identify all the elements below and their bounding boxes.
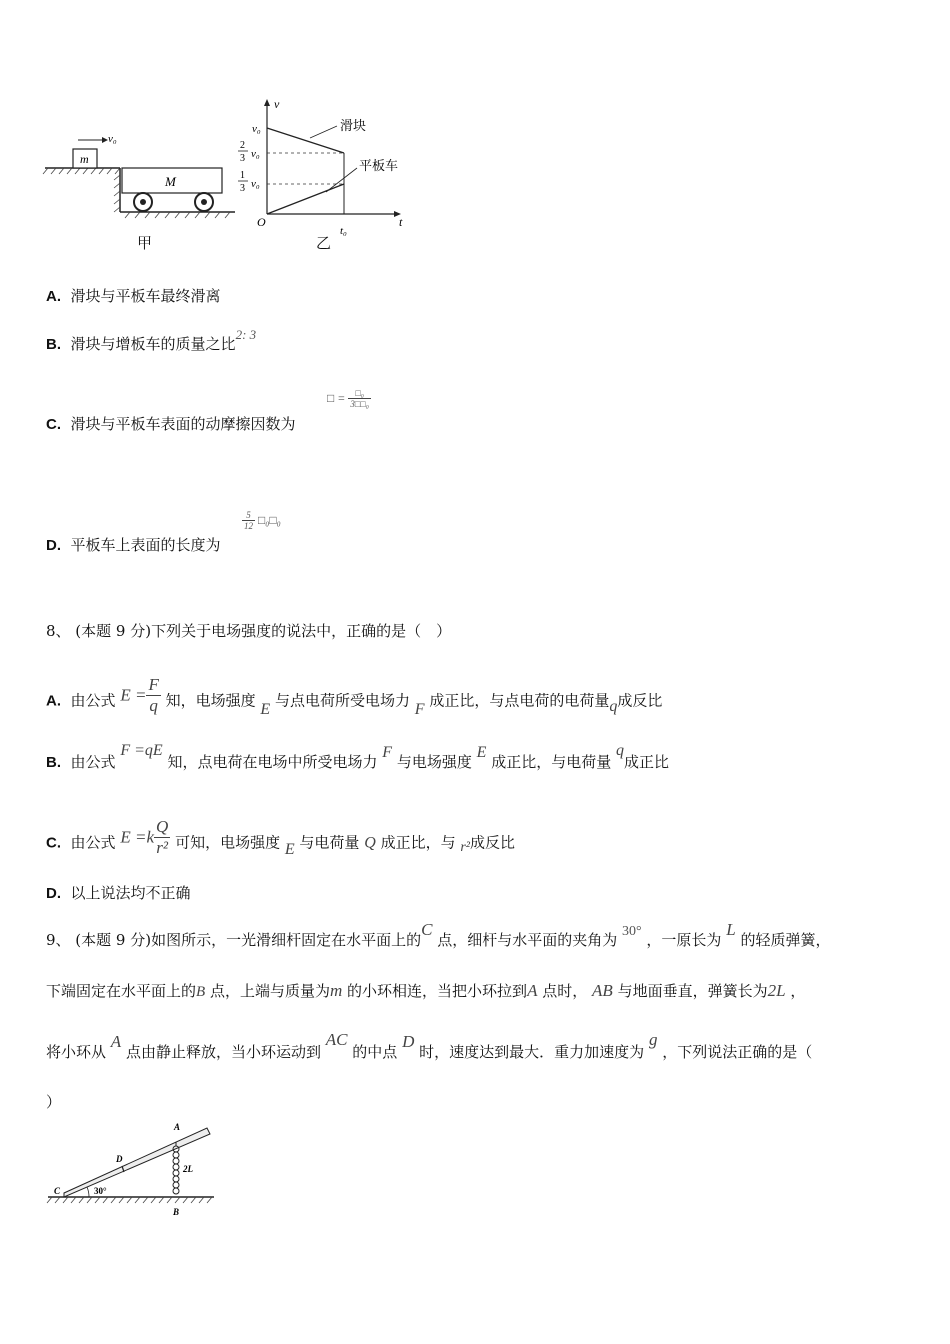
formula — [120, 817, 170, 858]
text-part: ） — [46, 1093, 62, 1111]
q7-option-c — [46, 414, 296, 435]
text-part: 可知，电场强度 — [175, 833, 281, 852]
text-part: 时，速度达到最大．重力加速度为 — [419, 1043, 645, 1061]
q8-option-c — [46, 817, 516, 864]
var: F — [414, 700, 425, 718]
option-text: 滑块与平板车表面的动摩擦因数为 — [70, 415, 296, 433]
text-part: 成反比 — [470, 833, 516, 852]
angle-label: 30° — [94, 1186, 107, 1196]
formula-den: 3□□₀ — [350, 399, 369, 409]
cart-label: M — [165, 174, 176, 189]
text-part: 与地面垂直，弹簧长为 — [617, 982, 768, 1000]
text-part: 点时， — [542, 982, 588, 1000]
point-D: D — [116, 1154, 123, 1164]
var: E — [260, 700, 271, 718]
var: q — [615, 742, 624, 759]
slider-line — [267, 128, 344, 153]
formula-num: 5 — [242, 510, 255, 521]
option-letter: A. — [46, 288, 61, 305]
text-part: 成正比，与 — [380, 833, 456, 852]
q7-option-c-formula — [327, 388, 371, 409]
text-part: 由公式 — [70, 833, 116, 852]
option-letter: D. — [46, 537, 61, 554]
text-part: 的小环相连，当把小环拉到 — [347, 982, 528, 1000]
text-part: ，下列说法正确的是（ — [662, 1043, 813, 1061]
option-text: 滑块与平板车最终滑离 — [70, 287, 221, 305]
formula-lhs: E =k — [120, 827, 154, 847]
var: g — [648, 1030, 658, 1049]
origin-label: O — [257, 215, 266, 229]
cart-figure — [40, 120, 240, 250]
option-text: 以上说法均不正确 — [70, 884, 191, 902]
text-part: 与电场强度 — [396, 753, 472, 771]
option-letter: D. — [46, 885, 61, 902]
two-thirds-num: 2 — [240, 140, 245, 151]
slider-label: 滑块 — [340, 119, 367, 134]
q7-option-d — [46, 535, 221, 556]
text-part: 的轻质弹簧， — [740, 931, 831, 949]
one-third-num: 1 — [240, 170, 245, 181]
text-part: 成正比，与电荷量 — [491, 753, 612, 771]
rod-spring-figure — [44, 1118, 219, 1218]
q7-option-d-formula — [242, 510, 281, 531]
text-part: 由公式 — [70, 753, 116, 771]
one-third-den: 3 — [240, 183, 245, 194]
option-letter: A. — [46, 692, 61, 710]
text-part: 将小环从 — [46, 1043, 107, 1061]
axis-v-label: v — [274, 97, 280, 111]
text-part: 知，点电荷在电场中所受电场力 — [167, 753, 378, 771]
text-part: 下端固定在水平面上的 — [46, 982, 197, 1000]
q8-option-a — [46, 675, 663, 722]
q7-option-b — [46, 327, 257, 355]
option-formula: 2: 3 — [235, 327, 257, 342]
var: L — [726, 920, 736, 939]
var: E — [284, 840, 295, 858]
q9-line-2 — [46, 981, 805, 1002]
q9-line-1 — [46, 920, 831, 952]
q9-line-3 — [46, 1030, 813, 1062]
point-B: B — [173, 1207, 180, 1217]
formula-num: F — [148, 675, 159, 694]
formula-lhs: E = — [120, 685, 147, 705]
q8-header — [46, 621, 451, 641]
option-letter: C. — [46, 416, 61, 433]
q9-line-4 — [46, 1092, 61, 1112]
text-part: 的中点 — [352, 1043, 398, 1061]
question-text: 8、 (本题 9 分)下列关于电场强度的说法中，正确的是（ ） — [46, 622, 452, 640]
var: B — [196, 984, 206, 1000]
var: D — [402, 1032, 415, 1051]
var: 2L — [767, 981, 786, 1000]
q7-option-a — [46, 286, 221, 307]
text-part: 点，上端与质量为 — [209, 982, 330, 1000]
text-part: 点由静止释放，当小环运动到 — [125, 1043, 321, 1061]
q8-option-b — [46, 742, 669, 773]
figure-label-yi: 乙 — [316, 234, 332, 252]
text-part: 点，细杆与水平面的夹角为 — [437, 931, 618, 949]
var: 30° — [622, 924, 642, 939]
formula-rest: □₀□₀ — [258, 513, 281, 527]
formula-den: q — [149, 696, 158, 715]
option-text: 平板车上表面的长度为 — [70, 536, 221, 554]
text-part: 成反比 — [617, 691, 663, 710]
cart-curve-label: 平板车 — [359, 159, 399, 174]
vt-graph — [222, 96, 412, 236]
var: A — [110, 1032, 122, 1051]
var: r² — [460, 839, 471, 855]
text-part: ，一原长为 — [646, 931, 722, 949]
var: AC — [325, 1030, 348, 1049]
spring-length: 2L — [183, 1164, 193, 1174]
formula: F =qE — [120, 742, 163, 759]
formula-left: □ = — [327, 391, 346, 405]
point-C: C — [54, 1186, 61, 1196]
text-part: 成正比 — [623, 753, 669, 771]
cart-line — [267, 184, 344, 214]
var: m — [329, 981, 343, 1000]
q8-option-d — [46, 883, 191, 904]
two-thirds-den: 3 — [240, 153, 245, 164]
t0-label: t₀ — [340, 225, 347, 236]
text-part: 知，电场强度 — [165, 691, 256, 710]
var: A — [527, 981, 538, 1000]
block-label: m — [80, 152, 89, 166]
var: E — [476, 744, 487, 761]
text-part: ， — [790, 982, 806, 1000]
var: C — [421, 920, 433, 939]
formula-num: Q — [156, 817, 169, 836]
formula — [120, 675, 161, 716]
figure-label-jia: 甲 — [137, 234, 153, 252]
option-text: 滑块与增板车的质量之比 — [70, 335, 236, 353]
formula-den: r² — [156, 838, 168, 857]
option-letter: B. — [46, 754, 61, 771]
v0-tick: v₀ — [252, 123, 261, 135]
var: q — [609, 697, 618, 715]
text-part: 由公式 — [70, 691, 116, 710]
text-part: 与电荷量 — [299, 833, 360, 852]
option-letter: C. — [46, 834, 61, 852]
formula-num: □₀ — [348, 388, 371, 399]
var: AB — [592, 981, 613, 1000]
option-letter: B. — [46, 336, 61, 353]
formula-den: 12 — [244, 521, 253, 531]
one-third-v0: v₀ — [251, 178, 260, 190]
velocity-label: v₀ — [108, 133, 117, 145]
text-part: 成正比，与点电荷的电荷量 — [429, 691, 610, 710]
var: Q — [364, 834, 376, 852]
point-A: A — [174, 1122, 181, 1132]
text-part: 与点电荷所受电场力 — [274, 691, 410, 710]
rod — [64, 1128, 210, 1197]
axis-t-label: t — [399, 215, 403, 229]
var: F — [382, 744, 393, 761]
text-part: 9、 (本题 9 分)如图所示，一光滑细杆固定在水平面上的 — [46, 931, 422, 949]
two-thirds-v0: v₀ — [251, 148, 260, 160]
